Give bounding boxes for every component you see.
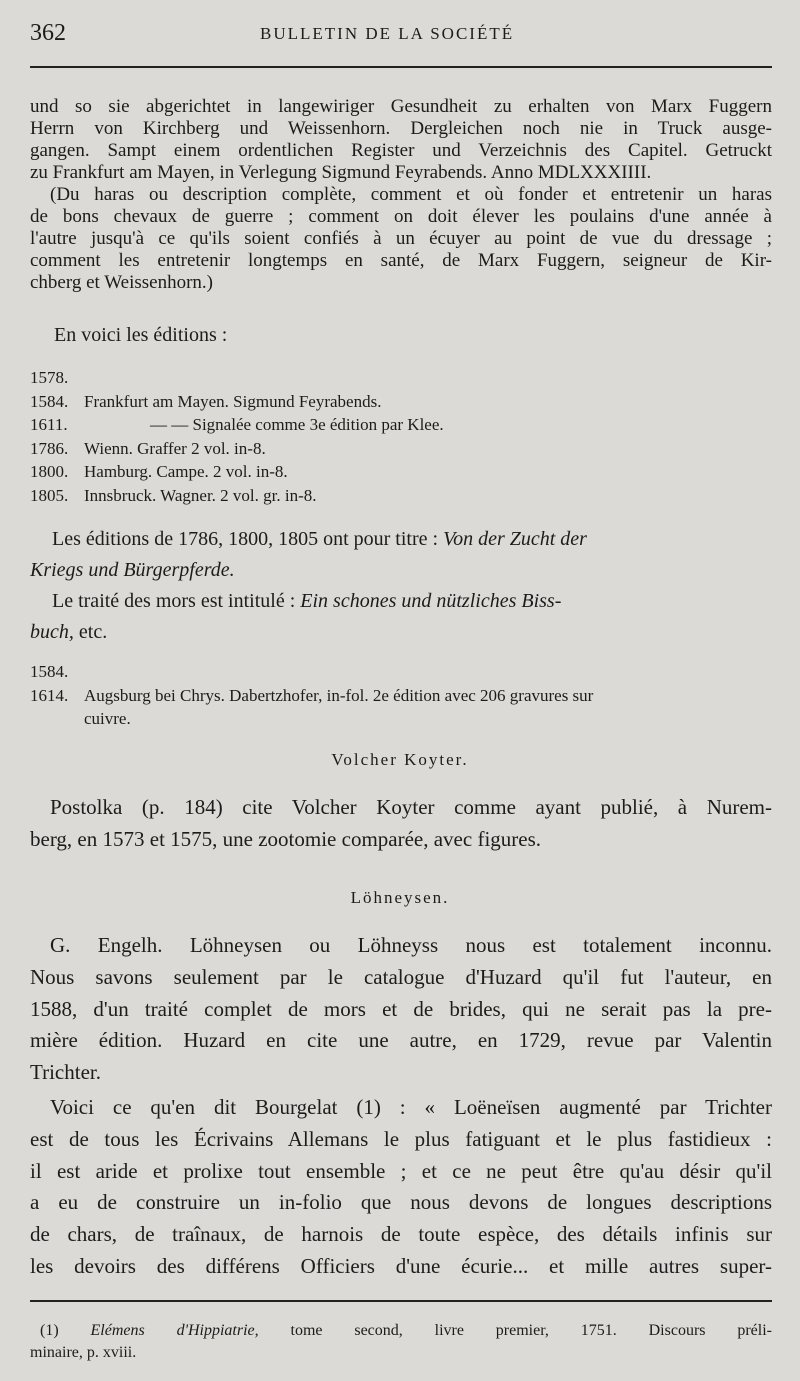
edition-year: 1614. — [30, 685, 69, 705]
titles-italic: Von der Zucht der — [443, 528, 587, 550]
bissbuch-editions — [30, 660, 772, 731]
edition-year: 1584. — [30, 662, 69, 681]
editions-heading-text: En voici les éditions : — [54, 324, 228, 346]
intro-line: (Du haras ou description complète, comment et où fonder et entretenir un haras — [50, 184, 772, 205]
edition-row — [30, 484, 772, 508]
edition-row — [30, 660, 772, 684]
koyter-line: Postolka (p. 184) cite Volcher Koyter comme ayant publié, à Nurem- — [50, 795, 772, 819]
edition-row — [30, 390, 772, 414]
header-rule — [30, 66, 772, 68]
edition-row — [30, 684, 772, 708]
edition-text: Wienn. Graffer 2 vol. in-8. — [84, 438, 266, 458]
lohneysen-line: il est aride et prolixe tout ensemble ; et ce ne peut être qu'au désir qu'il — [30, 1158, 772, 1183]
edition-year: 1584. — [30, 391, 69, 411]
titles-paragraph — [30, 524, 772, 648]
intro-line: comment les entretenir longtemps en santé, de Marx Fuggern, seigneur de Kir- — [30, 250, 772, 271]
editions-heading — [30, 324, 796, 347]
lohneysen-line: Nous savons seulement par le catalogue d'Huzard qu'il fut l'auteur, en — [30, 964, 772, 989]
edition-row — [30, 707, 772, 731]
section-title-lohneysen: Löhneysen. — [350, 888, 450, 907]
titles-italic: Kriegs und Bürgerpferde. — [30, 559, 235, 581]
lohneysen-line: Trichter. — [30, 1060, 101, 1085]
edition-year: 1786. — [30, 438, 69, 458]
titles-italic: buch, — [30, 621, 74, 643]
titles-line — [30, 586, 772, 617]
koyter-paragraph — [30, 792, 772, 856]
intro-line: gangen. Sampt einem ordentlichen Register und Verzeichnis des Capitel. Getruckt — [30, 140, 772, 161]
lohneysen-line: est de tous les Écrivains Allemans le plus fatiguant et le plus fastidieux : — [30, 1126, 772, 1151]
intro-line: Herrn von Kirchberg und Weissenhorn. Dergleichen noch nie in Truck ausge- — [30, 118, 772, 139]
footnote-line — [30, 1320, 772, 1342]
running-title: BULLETIN DE LA SOCIÉTÉ — [260, 24, 515, 43]
edition-text: — — Signalée comme 3e édition par Klee. — [150, 415, 444, 435]
lohneysen-line: mière édition. Huzard en cite une autre, en 1729, revue par Valentin — [30, 1028, 772, 1053]
edition-row — [30, 437, 772, 461]
edition-year: 1805. — [30, 485, 69, 505]
lohneysen-line: a eu de construire un in-folio que nous devons de longues descriptions — [30, 1190, 772, 1215]
page-header — [30, 20, 780, 52]
edition-row — [30, 366, 772, 390]
koyter-line: berg, en 1573 et 1575, une zootomie comparée, avec figures. — [30, 826, 542, 851]
lohneysen-paragraph-2 — [30, 1092, 772, 1283]
edition-year: 1578. — [30, 368, 69, 387]
footnote-line: minaire, p. xviii. — [30, 1344, 137, 1361]
footnote-text: tome second, livre premier, 1751. Discours préli- — [258, 1322, 772, 1339]
edition-row — [30, 413, 772, 437]
intro-line: l'autre jusqu'à ce qu'ils soient confiés à un écuyer au point de vue du dressage ; — [30, 228, 772, 249]
edition-year: 1800. — [30, 462, 69, 482]
edition-text: Innsbruck. Wagner. 2 vol. gr. in-8. — [84, 485, 317, 505]
page-number: 362 — [30, 20, 66, 46]
titles-text: Le traité des mors est intitulé : — [52, 590, 301, 612]
section-title-koyter: Volcher Koyter. — [331, 750, 469, 769]
titles-text: etc. — [73, 621, 108, 643]
edition-text: cuivre. — [84, 709, 131, 729]
edition-row — [30, 460, 772, 484]
intro-line: und so sie abgerichtet in langewiriger Gesundheit zu erhalten von Marx Fuggern — [30, 96, 772, 117]
edition-year: 1611. — [30, 415, 68, 435]
footnote-rule — [30, 1300, 772, 1302]
intro-paragraph — [30, 96, 772, 294]
titles-text: Les éditions de 1786, 1800, 1805 ont pour titre : — [52, 528, 444, 550]
titles-line — [30, 617, 772, 648]
lohneysen-paragraph-1 — [30, 930, 772, 1089]
lohneysen-line: de chars, de traînaux, de harnois de toute espèce, des détails infinis sur — [30, 1222, 772, 1247]
edition-text: Augsburg bei Chrys. Dabertzhofer, in-fol. 2e édition avec 206 gravures sur — [84, 685, 594, 705]
footnote-marker: (1) — [40, 1322, 59, 1339]
intro-line: de bons chevaux de guerre ; comment on doit élever les poulains d'une année à — [30, 206, 772, 227]
footnote-title: Elémens d'Hippiatrie, — [90, 1322, 259, 1339]
edition-text: Hamburg. Campe. 2 vol. in-8. — [84, 462, 288, 482]
lohneysen-line: Voici ce qu'en dit Bourgelat (1) : « Loëneïsen augmenté par Trichter — [50, 1095, 772, 1119]
intro-line: chberg et Weissenhorn.) — [30, 272, 213, 293]
lohneysen-line: les devoirs des différens Officiers d'une écurie... et mille autres super- — [30, 1253, 772, 1278]
lohneysen-line: G. Engelh. Löhneysen ou Löhneyss nous est totalement inconnu. — [50, 933, 772, 957]
edition-text: Frankfurt am Mayen. Sigmund Feyrabends. — [84, 391, 382, 411]
intro-line: zu Frankfurt am Mayen, in Verlegung Sigmund Feyrabends. Anno MDLXXXIIII. — [30, 162, 652, 183]
lohneysen-line: 1588, d'un traité complet de mors et de brides, qui ne serait pas la pre- — [30, 996, 772, 1021]
editions-list — [30, 366, 772, 508]
titles-line — [30, 524, 772, 555]
titles-italic: Ein schones und nützliches Biss- — [300, 590, 562, 612]
titles-line — [30, 555, 772, 586]
footnote — [30, 1320, 772, 1364]
